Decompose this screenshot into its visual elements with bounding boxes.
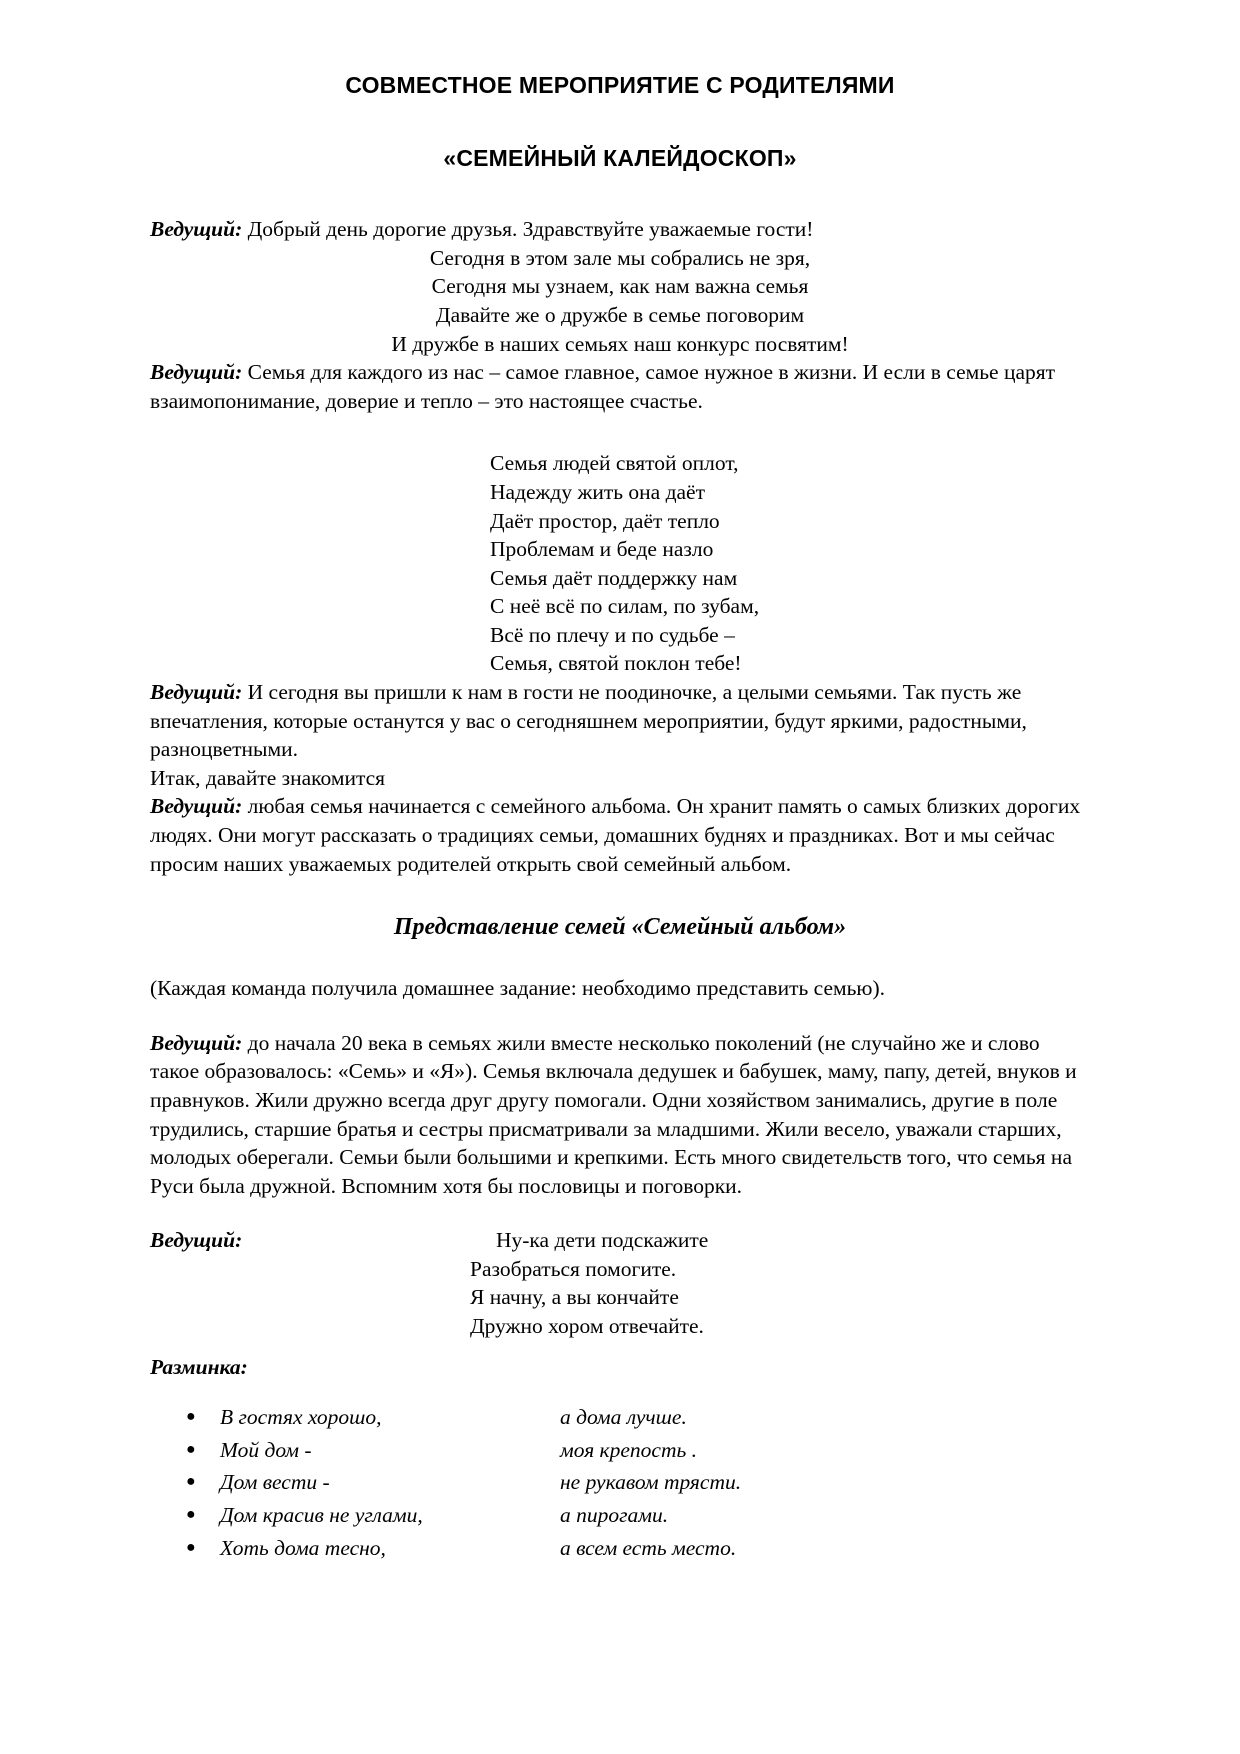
greeting-text: Добрый день дорогие друзья. Здравствуйте уважаемые гости! <box>242 217 814 242</box>
spacer <box>150 1200 1090 1226</box>
quatrain-line: Ну-ка дети подскажите <box>496 1228 709 1253</box>
proverb-end: а пирогами. <box>560 1503 669 1528</box>
poem-line: Надежду жить она даёт <box>490 479 705 504</box>
warmup-label: Разминка: <box>150 1354 248 1379</box>
proverb-start: Мой дом - <box>220 1437 312 1462</box>
verse-line: И дружбе в наших семьях наш конкурс посвятим! <box>391 331 849 356</box>
family-main-text: Семья для каждого из нас – самое главное, самое нужное в жизни. И если в семье царят взаимопонимание, доверие и тепло – это настоящее счастье. <box>150 360 1056 413</box>
quatrain-lines <box>470 1226 1090 1340</box>
proverb-start: В гостях хорошо, <box>220 1405 382 1430</box>
guests-paragraph <box>150 678 1090 764</box>
list-item <box>186 1534 1090 1563</box>
poem-line: Всё по плечу и по судьбе – <box>490 622 735 647</box>
presentation-heading: Представление семей «Семейный альбом» <box>393 914 847 941</box>
speaker-label: Ведущий: <box>150 217 243 242</box>
poem-line: С неё всё по силам, по зубам, <box>490 594 760 619</box>
proverb-end: а всем есть место. <box>560 1535 737 1560</box>
proverb-start: Дом красив не углами, <box>220 1503 423 1528</box>
proverb-list <box>150 1403 1090 1562</box>
album-text: любая семья начинается с семейного альбома. Он хранит память о самых близких дорогих людях. Они могут рассказать о традициях семьи, домашних буднях и праздниках. Вот и мы сейчас просим наших уважаемых родителей открыть свой семейный альбом. <box>150 794 1081 876</box>
document-subtitle: «СЕМЕЙНЫЙ КАЛЕЙДОСКОП» <box>443 144 797 171</box>
proverb-start: Дом вести - <box>220 1470 330 1495</box>
poem-line: Проблемам и беде назло <box>490 537 714 562</box>
verse-line: Давайте же о дружбе в семье поговорим <box>435 302 805 327</box>
proverb-end: а дома лучше. <box>560 1405 687 1430</box>
intro-verse <box>150 244 1090 358</box>
bullet-icon: ● <box>186 1506 196 1524</box>
speaker-label: Ведущий: <box>150 360 243 385</box>
spacer <box>150 1003 1090 1029</box>
poem-line: Семья даёт поддержку нам <box>490 565 738 590</box>
proverb-start: Хоть дома тесно, <box>220 1535 386 1560</box>
quatrain-line: Разобраться помогите. <box>470 1256 677 1281</box>
guests-text: И сегодня вы пришли к нам в гости не поодиночке, а целыми семьями. Так пусть же впечатления, которые останутся у вас о сегодняшнем мероприятии, будут яркими, радостными, разноцветными. <box>150 680 1027 762</box>
list-item <box>186 1436 1090 1465</box>
spacer <box>150 1341 1090 1353</box>
speaker-label: Ведущий: <box>150 1030 243 1055</box>
greeting-paragraph <box>150 215 1090 244</box>
quatrain-line: Я начну, а вы кончайте <box>470 1285 679 1310</box>
proverb-end: не рукавом трясти. <box>560 1470 742 1495</box>
list-item <box>186 1501 1090 1530</box>
bullet-icon: ● <box>186 1473 196 1491</box>
quatrain-line: Дружно хором отвечайте. <box>470 1314 704 1339</box>
bullet-icon: ● <box>186 1408 196 1426</box>
proverb-end: моя крепость . <box>560 1437 698 1462</box>
twentieth-century-text: до начала 20 века в семьях жили вместе несколько поколений (не случайно же и слово такое образовалось: «Семь» и «Я»). Семья включала дедушек и бабушек, маму, папу, детей, внуков и правнуков. Жили дружно всегда друг другу помогали. Одни хозяйством занимались, другие в поле трудились, старшие братья и сестры присматривали за младшими. Жили весело, уважали старших, молодых оберегали. Семьи были большими и крепкими. Есть много свидетельств того, что семья на Руси была дружной. Вспомним хотя бы пословицы и поговорки. <box>150 1030 1077 1198</box>
acquaint-line: Итак, давайте знакомится <box>150 765 386 790</box>
homework-note: (Каждая команда получила домашнее задание: необходимо представить семью). <box>150 976 885 1001</box>
spacer <box>150 415 1090 449</box>
speaker-label: Ведущий: <box>150 794 243 819</box>
poem-line: Семья, святой поклон тебе! <box>490 651 742 676</box>
bullet-icon: ● <box>186 1538 196 1556</box>
speaker-label: Ведущий: <box>150 1228 243 1253</box>
verse-line: Сегодня в этом зале мы собрались не зря, <box>429 245 811 270</box>
list-item <box>186 1403 1090 1432</box>
bullet-icon: ● <box>186 1440 196 1458</box>
family-main-paragraph <box>150 358 1090 415</box>
family-poem <box>150 449 1090 678</box>
quatrain-block <box>150 1226 1090 1340</box>
poem-line: Семья людей святой оплот, <box>490 451 739 476</box>
album-paragraph <box>150 792 1090 878</box>
document-title: СОВМЕСТНОЕ МЕРОПРИЯТИЕ С РОДИТЕЛЯМИ <box>345 72 895 98</box>
list-item <box>186 1468 1090 1497</box>
speaker-label: Ведущий: <box>150 680 243 705</box>
verse-line: Сегодня мы узнаем, как нам важна семья <box>431 274 809 299</box>
poem-line: Даёт простор, даёт тепло <box>490 508 720 533</box>
twentieth-century-paragraph <box>150 1029 1090 1201</box>
